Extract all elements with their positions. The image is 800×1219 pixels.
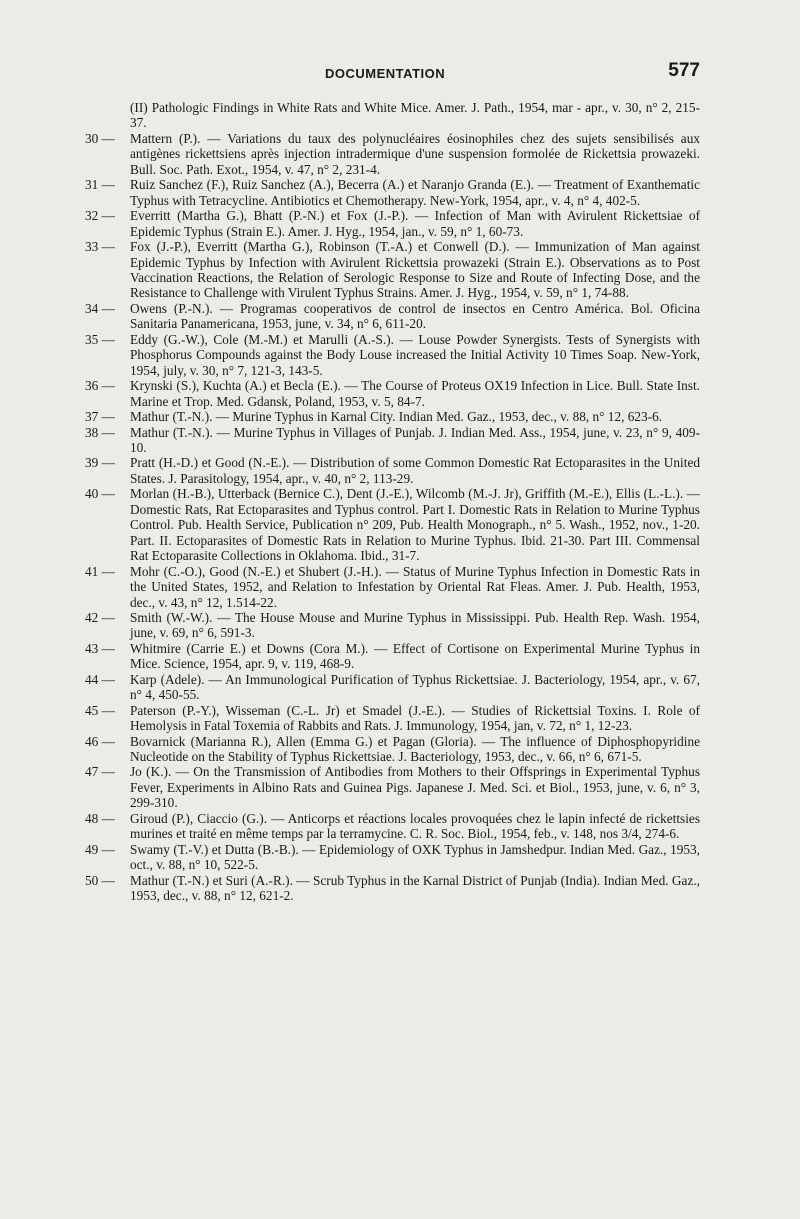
reference-entry bbox=[85, 610, 700, 641]
page-number: 577 bbox=[668, 60, 700, 81]
reference-number: 49 — bbox=[85, 841, 115, 857]
reference-entry bbox=[85, 177, 700, 208]
reference-entry bbox=[85, 131, 700, 177]
reference-number: 35 — bbox=[85, 331, 115, 347]
reference-text: Fox (J.-P.), Everritt (Martha G.), Robinson (T.-A.) et Conwell (D.). — Immunization of Man against Epidemic Typhus by Infection with Avirulent Rickettsia prowazeki (Strain E.). Observations as to Post Vaccination Reactions, the Relation of Serologic Response to Size and Route of Infecting Dose, and the Resistance to Challenge with Virulent Typhus Strains. Amer. J. Hyg., 1954, v. 59, n° 1, 74-88. bbox=[130, 239, 700, 301]
reference-text: Paterson (P.-Y.), Wisseman (C.-L. Jr) et Smadel (J.-E.). — Studies of Rickettsial Toxins. I. Role of Hemolysis in Fatal Toxemia of Rabbits and Rats. J. Immunology, 1954, jan, v. 72, n° 1, 12-23. bbox=[130, 702, 700, 734]
reference-text: Morlan (H.-B.), Utterback (Bernice C.), Dent (J.-E.), Wilcomb (M.-J. Jr), Griffith (M.-E.), Ellis (L.-L.). — Domestic Rats, Rat Ectoparasites and Typhus control. Part I. Domestic Rats in Relation to Murine Typhus Control. Pub. Health Service, Publication n° 209, Pub. Health Monograph., n° 5. Wash., 1952, nov., 1-20. Part. II. Ectoparasites of Domestic Rats in Relation to Murine Typhus. Ibid. 21-30. Part III. Commensal Rat Ectoparasite Collections in Oklahoma. Ibid., 31-7. bbox=[130, 486, 700, 564]
continuation-text: (II) Pathologic Findings in White Rats and White Mice. Amer. J. Path., 1954, mar - apr., v. 30, n° 2, 215-37. bbox=[130, 100, 700, 131]
reference-number: 47 — bbox=[85, 764, 115, 780]
entries-container bbox=[85, 131, 700, 904]
reference-number: 50 — bbox=[85, 872, 115, 888]
reference-number: 33 — bbox=[85, 239, 115, 255]
reference-entry bbox=[85, 672, 700, 703]
reference-text: Owens (P.-N.). — Programas cooperativos de control de insectos en Centro América. Bol. Oficina Sanitaria Panamericana, 1953, june, v. 34, n° 6, 611-20. bbox=[130, 300, 700, 332]
reference-text: Eddy (G.-W.), Cole (M.-M.) et Marulli (A.-S.). — Louse Powder Synergists. Tests of Synergists with Phosphorus Compounds against the Body Louse increased the Initial Activity 10 Times Soap. New-York, 1954, july, v. 30, n° 7, 121-3, 143-5. bbox=[130, 331, 700, 378]
running-title: DOCUMENTATION bbox=[325, 66, 446, 81]
reference-number: 48 — bbox=[85, 810, 115, 826]
reference-entry bbox=[85, 703, 700, 734]
reference-text: Mathur (T.-N.). — Murine Typhus in Villages of Punjab. J. Indian Med. Ass., 1954, june, v. 23, n° 9, 409-10. bbox=[130, 424, 700, 455]
reference-text: Mathur (T.-N.). — Murine Typhus in Karnal City. Indian Med. Gaz., 1953, dec., v. 88, n° 12, 623-6. bbox=[130, 409, 663, 425]
reference-entry bbox=[85, 873, 700, 904]
reference-text: Giroud (P.), Ciaccio (G.). — Anticorps et réactions locales provoquées chez le lapin infecté de rickettsies murines et traité en même temps par la terramycine. C. R. Soc. Biol., 1954, feb., v. 148, nos 3/4, 274-6. bbox=[130, 810, 700, 842]
reference-entry bbox=[85, 378, 700, 409]
page-header bbox=[130, 60, 700, 90]
reference-text: Mohr (C.-O.), Good (N.-E.) et Shubert (J.-H.). — Status of Murine Typhus Infection in Domestic Rats in the United States, 1952, and Relation to Infestation by Oriental Rat Fleas. Amer. J. Pub. Health, 1953, dec., v. 43, n° 12, 1.514-22. bbox=[130, 563, 700, 610]
reference-text: Everritt (Martha G.), Bhatt (P.-N.) et Fox (J.-P.). — Infection of Man with Avirulent Rickettsiae of Epidemic Typhus (Strain E.). Amer. J. Hyg., 1954, jan., v. 59, n° 1, 60-73. bbox=[130, 208, 700, 239]
reference-entry bbox=[85, 208, 700, 239]
reference-entry bbox=[85, 842, 700, 873]
reference-number: 42 — bbox=[85, 609, 115, 625]
reference-text: Swamy (T.-V.) et Dutta (B.-B.). — Epidemiology of OXK Typhus in Jamshedpur. Indian Med. Gaz., 1953, oct., v. 88, n° 10, 522-5. bbox=[130, 841, 700, 873]
reference-text: Ruiz Sanchez (F.), Ruiz Sanchez (A.), Becerra (A.) et Naranjo Granda (E.). — Treatment of Exanthematic Typhus with Tetracycline. Antibiotics et Chemotherapy. New-York, 1954, apr., v. 4, n° 4, 402-5. bbox=[130, 177, 700, 208]
reference-entry bbox=[85, 564, 700, 610]
reference-number: 34 — bbox=[85, 300, 115, 316]
reference-entry bbox=[85, 486, 700, 563]
reference-text: Bovarnick (Marianna R.), Allen (Emma G.) et Pagan (Gloria). — The influence of Diphosphopyridine Nucleotide on the Stability of Typhus Rickettsiae. J. Bacteriology, 1953, dec., v. 66, n° 6, 671-5. bbox=[130, 733, 700, 765]
reference-entry bbox=[85, 409, 700, 424]
reference-number: 45 — bbox=[85, 702, 115, 718]
reference-entry bbox=[85, 301, 700, 332]
reference-text: Mathur (T.-N.) et Suri (A.-R.). — Scrub Typhus in the Karnal District of Punjab (India). Indian Med. Gaz., 1953, dec., v. 88, n° 12, 621-2. bbox=[130, 872, 700, 904]
reference-number: 30 — bbox=[85, 130, 115, 146]
reference-number: 46 — bbox=[85, 733, 115, 749]
reference-entry bbox=[85, 811, 700, 842]
reference-list bbox=[85, 100, 700, 904]
reference-number: 31 — bbox=[85, 177, 115, 193]
reference-entry bbox=[85, 425, 700, 456]
reference-number: 38 — bbox=[85, 424, 115, 440]
reference-number: 32 — bbox=[85, 208, 115, 224]
reference-number: 36 — bbox=[85, 378, 115, 394]
reference-entry bbox=[85, 239, 700, 301]
reference-text: Whitmire (Carrie E.) et Downs (Cora M.). — Effect of Cortisone on Experimental Murine Typhus in Mice. Science, 1954, apr. 9, v. 119, 468-9. bbox=[130, 640, 700, 672]
reference-number: 39 — bbox=[85, 455, 115, 471]
reference-entry bbox=[85, 764, 700, 810]
reference-text: Mattern (P.). — Variations du taux des polynucléaires éosinophiles chez des sujets sensibilisés aux antigènes rickettsiens après injection intradermique d'une suspension formolée de Rickettsia prowazeki. Bull. Soc. Path. Exot., 1954, v. 47, n° 2, 231-4. bbox=[130, 130, 700, 177]
reference-number: 40 — bbox=[85, 486, 115, 502]
reference-number: 44 — bbox=[85, 671, 115, 687]
reference-text: Karp (Adele). — An Immunological Purification of Typhus Rickettsiae. J. Bacteriology, 1954, apr., v. 67, n° 4, 450-55. bbox=[130, 671, 700, 703]
reference-entry bbox=[85, 455, 700, 486]
reference-entry bbox=[85, 641, 700, 672]
reference-text: Krynski (S.), Kuchta (A.) et Becla (E.). — The Course of Proteus OX19 Infection in Lice. Bull. State Inst. Marine et Trop. Med. Gdansk, Poland, 1953, v. 5, 84-7. bbox=[130, 378, 700, 409]
reference-number: 43 — bbox=[85, 640, 115, 656]
reference-entry bbox=[85, 734, 700, 765]
reference-text: Smith (W.-W.). — The House Mouse and Murine Typhus in Mississippi. Pub. Health Rep. Wash. 1954, june, v. 69, n° 6, 591-3. bbox=[130, 609, 700, 641]
reference-text: Pratt (H.-D.) et Good (N.-E.). — Distribution of some Common Domestic Rat Ectoparasites in the United States. J. Parasitology, 1954, apr., v. 40, n° 2, 113-29. bbox=[130, 455, 700, 486]
reference-entry bbox=[85, 332, 700, 378]
reference-text: Jo (K.). — On the Transmission of Antibodies from Mothers to their Offsprings in Experimental Typhus Fever, Experiments in Albino Rats and Guinea Pigs. Japanese J. Med. Sci. et Biol., 1953, june, v. 6, n° 3, 299-310. bbox=[130, 764, 700, 811]
reference-number: 41 — bbox=[85, 563, 115, 579]
reference-number: 37 — bbox=[85, 409, 115, 425]
